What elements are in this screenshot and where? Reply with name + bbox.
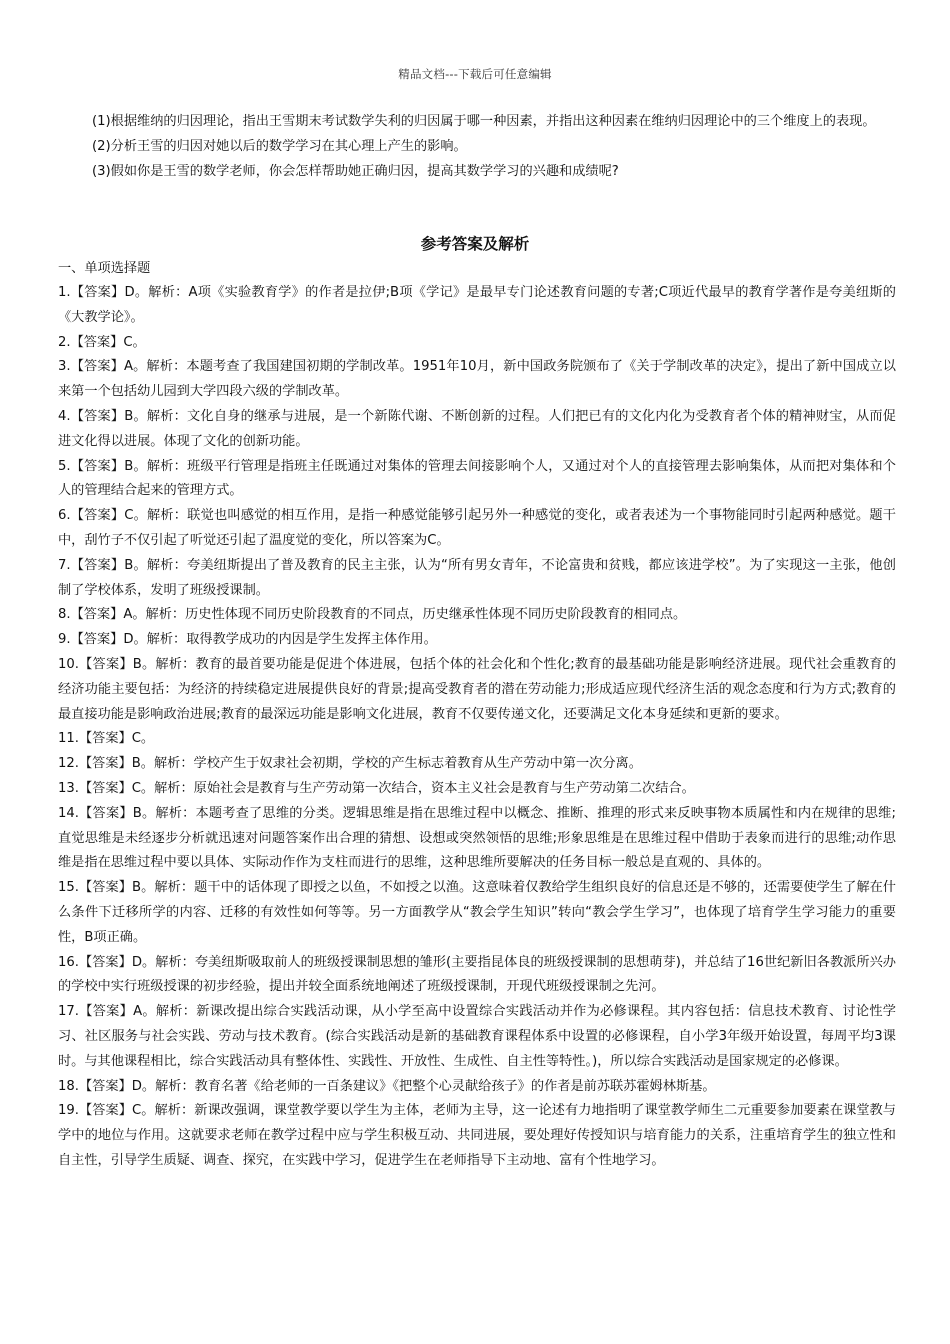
questions-block — [58, 109, 896, 184]
answer-item: 7.【答案】B。解析：夸美纽斯提出了普及教育的民主主张，认为“所有男女青年，不论富贵和贫贱，都应该进学校”。为了实现这一主张，他创制了学校体系，发明了班级授课制。 — [58, 557, 896, 598]
section-heading: 一、单项选择题 — [58, 261, 151, 276]
answer-item: 4.【答案】B。解析：文化自身的继承与进展，是一个新陈代谢、不断创新的过程。人们把已有的文化内化为受教育者个体的精神财宝，从而促进文化得以进展。体现了文化的创新功能。 — [58, 408, 896, 449]
question-item: (3)假如你是王雪的数学老师，你会怎样帮助她正确归因，提高其数学学习的兴趣和成绩呢? — [92, 164, 619, 179]
answer-item: 3.【答案】A。解析：本题考查了我国建国初期的学制改革。1951年10月，新中国政务院颁布了《关于学制改革的决定》，提出了新中国成立以来第一个包括幼儿园到大学四段六级的学制改革。 — [58, 359, 896, 400]
answer-item: 18.【答案】D。解析：教育名著《给老师的一百条建议》《把整个心灵献给孩子》的作者是前苏联苏霍姆林斯基。 — [58, 1078, 716, 1094]
answer-item: 11.【答案】C。 — [58, 731, 155, 747]
answer-item: 15.【答案】B。解析：题干中的话体现了即授之以鱼，不如授之以渔。这意味着仅教给学生组织良好的信息还是不够的，还需要使学生了解在什么条件下迁移所学的内容、迁移的有效性如何等等。另一方面教学从“教会学生知识”转向“教会学生学习”，也体现了培育学生学习能力的重要性，B项正确。 — [58, 880, 896, 945]
answer-item: 10.【答案】B。解析：教育的最首要功能是促进个体进展，包括个体的社会化和个性化;教育的最基础功能是影响经济进展。现代社会重教育的经济功能主要包括：为经济的持续稳定进展提供良好的背景;提高受教育者的潜在劳动能力;形成适应现代经济生活的观念态度和行为方式;教育的最直接功能是影响政治进展;教育的最深远功能是影响文化进展，教育不仅要传递文化，还要满足文化本身延续和更新的要求。 — [58, 656, 896, 722]
answer-item: 12.【答案】B。解析：学校产生于奴隶社会初期，学校的产生标志着教育从生产劳动中第一次分离。 — [58, 756, 642, 772]
answer-item: 5.【答案】B。解析：班级平行管理是指班主任既通过对集体的管理去间接影响个人，又通过对个人的直接管理去影响集体，从而把对集体和个人的管理结合起来的管理方式。 — [58, 458, 896, 499]
answer-item: 1.【答案】D。解析：A项《实验教育学》的作者是拉伊;B项《学记》是最早专门论述教育问题的专著;C项近代最早的教育学著作是夸美纽斯的《大教学论》。 — [58, 285, 896, 325]
question-item: (1)根据维纳的归因理论，指出王雪期末考试数学失利的归因属于哪一种因素，并指出这种因素在维纳归因理论中的三个维度上的表现。 — [92, 114, 876, 129]
answers-block — [58, 257, 896, 1174]
answer-item: 19.【答案】C。解析：新课改强调，课堂教学要以学生为主体，老师为主导，这一论述有力地指明了课堂教学师生二元重要参加要素在课堂教与学中的地位与作用。这就要求老师在教学过程中应与学生积极互动、共同进展，要处理好传授知识与培育能力的关系，注重培育学生的独立性和自主性，引导学生质疑、调查、探究，在实践中学习，促进学生在老师指导下主动地、富有个性地学习。 — [58, 1103, 896, 1168]
answer-item: 9.【答案】D。解析：取得教学成功的内因是学生发挥主体作用。 — [58, 632, 437, 648]
answer-item: 2.【答案】C。 — [58, 334, 146, 350]
page-header: 精品文档---下载后可任意编辑 — [398, 67, 552, 81]
answer-item: 17.【答案】A。解析：新课改提出综合实践活动课，从小学至高中设置综合实践活动并作为必修课程。其内容包括：信息技术教育、讨论性学习、社区服务与社会实践、劳动与技术教育。(综合实践活动是新的基础教育课程体系中设置的必修课程，自小学3年级开始设置，每周平均3课时。与其他课程相比，综合实践活动具有整体性、实践性、开放性、生成性、自主性等特性。)，所以综合实践活动是国家规定的必修课。 — [58, 1004, 896, 1069]
answer-item: 13.【答案】C。解析：原始社会是教育与生产劳动第一次结合，资本主义社会是教育与生产劳动第二次结合。 — [58, 780, 695, 796]
answer-item: 8.【答案】A。解析：历史性体现不同历史阶段教育的不同点，历史继承性体现不同历史阶段教育的相同点。 — [58, 607, 687, 623]
answers-title: 参考答案及解析 — [420, 235, 530, 253]
answer-item: 16.【答案】D。解析：夸美纽斯吸取前人的班级授课制思想的雏形(主要指昆体良的班级授课制的思想萌芽)，并总结了16世纪新旧各教派所兴办的学校中实行班级授课的初步经验，提出并较全面系统地阐述了班级授课制，开现代班级授课制之先河。 — [58, 954, 896, 995]
question-item: (2)分析王雪的归因对她以后的数学学习在其心理上产生的影响。 — [92, 139, 467, 154]
answer-item: 14.【答案】B。解析：本题考查了思维的分类。逻辑思维是指在思维过程中以概念、推断、推理的形式来反映事物本质属性和内在规律的思维;直觉思维是未经逐步分析就迅速对问题答案作出合理的猜想、设想或突然领悟的思维;形象思维是在思维过程中借助于表象而进行的思维;动作思维是指在思维过程中要以具体、实际动作作为支柱而进行的思维，这种思维所要解决的任务目标一般总是直观的、具体的。 — [58, 805, 896, 871]
answer-item: 6.【答案】C。解析：联觉也叫感觉的相互作用，是指一种感觉能够引起另外一种感觉的变化，或者表述为一个事物能同时引起两种感觉。题干中，刮竹子不仅引起了听觉还引起了温度觉的变化，所以答案为C。 — [58, 508, 896, 548]
